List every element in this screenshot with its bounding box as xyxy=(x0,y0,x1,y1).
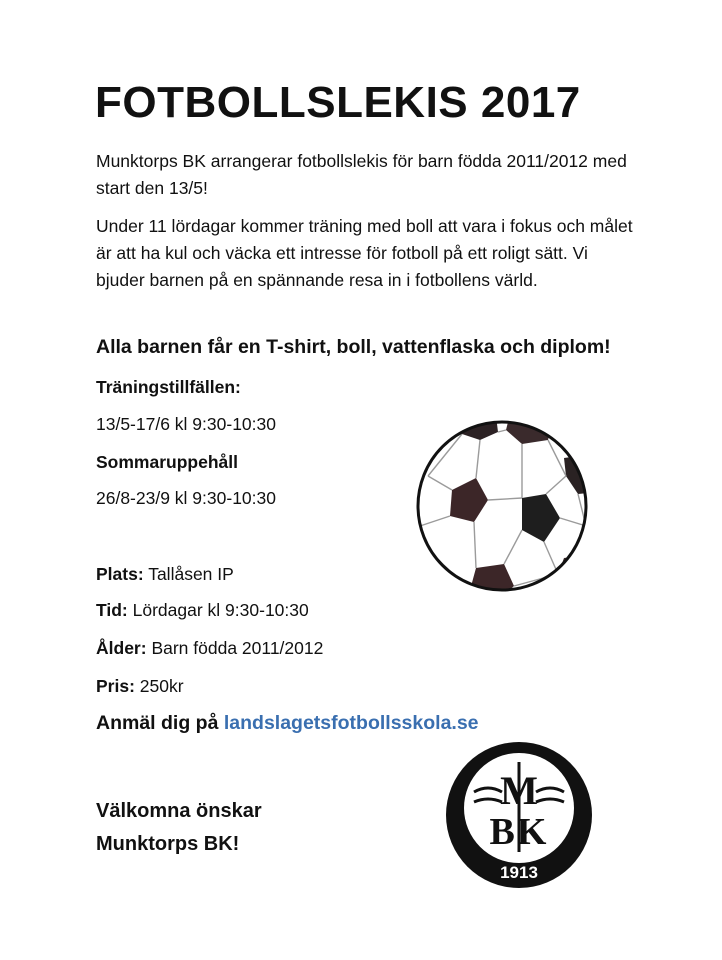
soccer-ball-icon xyxy=(414,418,590,594)
description-paragraph: Under 11 lördagar kommer träning med boll att vara i fokus och målet är att ha kul och väcka ett intresse för fotboll på ett roligt sätt. Vi bjuder barnen på en spännande resa in i fotbollens värld. xyxy=(96,216,633,290)
detail-label: Tid: xyxy=(96,600,128,620)
summer-dates: 26/8-23/9 kl 9:30-10:30 xyxy=(96,488,276,508)
summer-heading: Sommaruppehåll xyxy=(96,452,238,472)
signup-line xyxy=(96,712,479,735)
signup-link[interactable]: landslagetsfotbollsskola.se xyxy=(223,712,479,734)
detail-value: 250kr xyxy=(139,676,184,696)
logo-letter-top: M xyxy=(500,768,538,813)
detail-label: Ålder: xyxy=(96,638,147,658)
welcome-line-2: Munktorps BK! xyxy=(96,833,240,855)
intro-paragraph: Munktorps BK arrangerar fotbollslekis för barn födda 2011/2012 med start den 13/5! xyxy=(96,151,627,198)
training-dates: 13/5-17/6 kl 9:30-10:30 xyxy=(96,414,276,434)
detail-value: Tallåsen IP xyxy=(148,564,234,584)
detail-label: Plats: xyxy=(96,564,144,584)
detail-value: Lördagar kl 9:30-10:30 xyxy=(132,600,309,620)
highlight-text: Alla barnen får en T-shirt, boll, vattenflaska och diplom! xyxy=(96,336,611,358)
training-heading: Träningstillfällen: xyxy=(96,377,241,397)
detail-time xyxy=(96,600,309,621)
logo-letters-bottom: BK xyxy=(489,811,549,853)
detail-price xyxy=(96,676,184,697)
detail-label: Pris: xyxy=(96,676,135,696)
signup-text: Anmäl dig på xyxy=(96,712,219,734)
detail-place xyxy=(96,564,234,585)
flyer-title: FOTBOLLSLEKIS 2017 xyxy=(95,78,581,127)
detail-value: Barn födda 2011/2012 xyxy=(151,638,324,658)
welcome-text xyxy=(96,795,262,861)
club-logo-icon xyxy=(444,740,594,890)
welcome-line-1: Välkomna önskar xyxy=(96,800,262,822)
detail-age xyxy=(96,638,323,659)
logo-year: 1913 xyxy=(500,863,538,882)
